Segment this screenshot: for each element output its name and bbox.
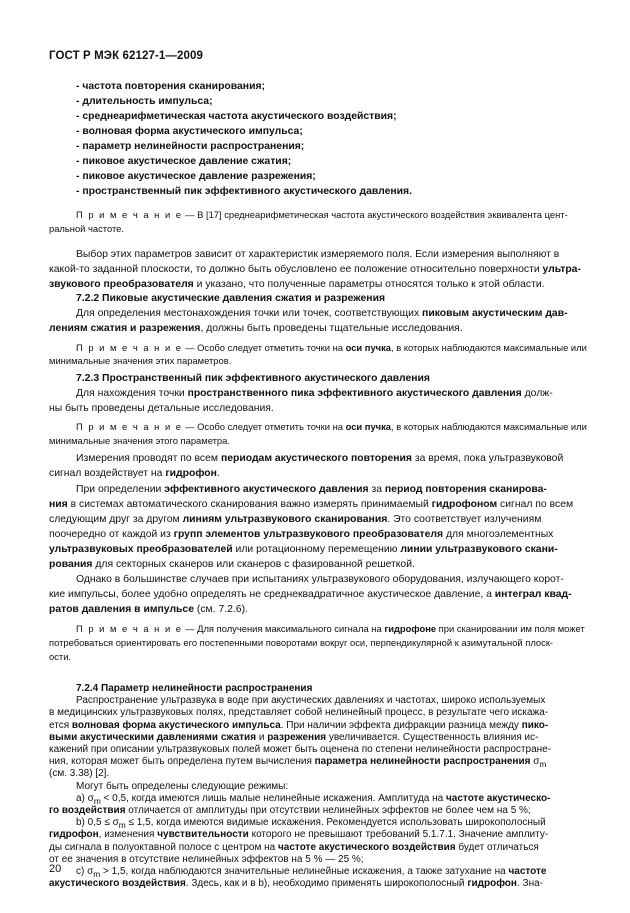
paragraph-text: за время, пока ультразвуковой <box>411 453 564 464</box>
term: частоте <box>508 866 547 877</box>
term: чувствительности <box>157 829 249 841</box>
term: период повторения сканирова- <box>384 484 547 495</box>
paragraph-text: следующим друг за другом <box>49 514 183 525</box>
paragraph-text: в системах автоматического сканирования важно измерять принимаемый <box>67 499 432 510</box>
term: ультра- <box>542 264 581 275</box>
paragraph-text: для секторных сканеров или сканеров с фазированной решеткой. <box>92 559 415 570</box>
list-item: - среднеарифметическая частота акустического воздействия; <box>76 111 397 122</box>
note-text: , в которых наблюдаются максимальные или <box>391 342 587 353</box>
note-text: минимальные значения этих параметров. <box>49 355 232 366</box>
term: го воздействия <box>49 805 126 816</box>
sigma-symbol: σ <box>530 756 540 768</box>
term: ультразвуковых преобразователей <box>49 544 233 555</box>
paragraph-line: в медицинских ультразвуковых полях, представляет собой нелинейный процесс, в результате чего искажа- <box>49 707 549 719</box>
term: пиковым акустическим дав- <box>422 308 568 319</box>
note-text: — Для получения максимального сигнала на <box>182 623 385 634</box>
paragraph-text: кие импульсы, более удобно определять не среднеквадратичное акустическое давление, а <box>49 589 495 600</box>
term: гидрофон <box>49 829 99 841</box>
paragraph-text: сигнал по всем <box>497 499 574 510</box>
mode-text: , изменения <box>98 829 158 841</box>
term: лениям сжатия и разрежения <box>49 323 201 334</box>
mode-text: < 0,5, когда имеются лишь малые нелинейные искажения. Амплитуда на <box>100 792 446 804</box>
paragraph-text: и <box>256 731 268 743</box>
paragraph-text: ния, которая может быть определена путем вычисления <box>49 756 315 768</box>
paragraph-text: Для нахождения точки <box>76 388 188 399</box>
term: гидрофон <box>467 878 517 890</box>
term: гидрофоном <box>431 499 498 510</box>
note-text: минимальные значения этого параметра. <box>49 435 230 446</box>
term: ния <box>49 499 68 510</box>
paragraph-text: сигнал воздействует на <box>49 468 166 479</box>
term: ратов давления в импульсе <box>49 604 194 615</box>
paragraph-line: ны быть проведены детальные исследования. <box>49 403 274 414</box>
mode-text: ды сигнала в полуоктавной полосе с центром на <box>49 841 278 853</box>
note-text: — Особо следует отметить точки на <box>182 342 346 353</box>
mode-text: > 1,5, когда наблюдаются значительные нелинейные искажения, а также затухание на <box>100 866 509 877</box>
note-text: , в которых наблюдаются максимальные или <box>391 421 587 432</box>
paragraph-text: , должны быть проведены тщательные исследования. <box>200 323 463 334</box>
paragraph-text: для многоэлементных <box>443 529 554 540</box>
page-number: 20 <box>49 863 62 875</box>
section-title: 7.2.2 Пиковые акустические давления сжатия и разрежения <box>76 293 386 304</box>
note-text: — Особо следует отметить точки на <box>182 421 346 432</box>
list-item: - пиковое акустическое давление сжатия; <box>76 156 292 167</box>
term: эффективного акустического давления <box>164 484 369 495</box>
paragraph-line: (см. 3.38) [2]. <box>49 768 110 780</box>
note-label: П р и м е ч а н и е <box>76 623 183 634</box>
list-item: - частота повторения сканирования; <box>76 81 265 92</box>
note-text: при сканировании им поля может <box>436 623 585 634</box>
paragraph-text: . <box>216 468 220 479</box>
paragraph-line: Распространение ультразвука в воде при акустических давлениях и частотах, широко используемых <box>76 695 546 707</box>
sigma-subscript: m <box>118 820 126 831</box>
term: рования <box>49 559 93 570</box>
term: линии ультразвукового скани- <box>400 544 558 555</box>
term: волновая форма акустического импульса <box>71 719 281 731</box>
list-item: - волновая форма акустического импульса; <box>76 126 303 137</box>
list-item: - параметр нелинейности распространения; <box>76 141 305 152</box>
term: акустического воздействия <box>49 878 186 890</box>
note-label: П р и м е ч а н и е <box>76 342 183 353</box>
term: параметра нелинейности распространения <box>314 756 531 768</box>
term: гидрофоне <box>384 623 437 634</box>
list-item: - пиковое акустическое давление разрежения; <box>76 171 316 182</box>
paragraph-text: и указано, что полученные параметры относятся только к этой области. <box>193 279 545 290</box>
term: звукового преобразователя <box>49 279 194 290</box>
paragraph-text: ется <box>49 719 72 731</box>
paragraph-text: При определении <box>76 484 165 495</box>
paragraph-line: какой-то заданной плоскости, то должно быть обусловлено ее положение относительно поверхности <box>49 264 540 275</box>
mode-text: отличается от амплитуды при отсутствии нелинейных эффектов не более чем на 5 %; <box>125 805 531 816</box>
mode-text: а) σ <box>76 792 94 804</box>
term: оси пучка <box>345 342 392 353</box>
term: пространственного пика эффективного акустического давления <box>187 388 522 399</box>
paragraph-text: увеличивается. Существенность влияния ис- <box>326 731 539 743</box>
mode-text: . Зна- <box>516 878 543 890</box>
mode-text: . Здесь, как и в b), необходимо применять широкополосный <box>185 878 468 890</box>
list-item: - длительность импульса; <box>76 96 213 107</box>
sigma-subscript: m <box>93 795 101 806</box>
mode-text: от ее значения в отсутствие нелинейных эффектов на 5 % — 25 %; <box>49 853 364 865</box>
mode-line <box>49 878 543 890</box>
note-text: ральной частоте. <box>49 223 125 234</box>
term: выми акустическими давлениями сжатия <box>49 731 257 743</box>
paragraph-line: кажений при описании ультразвуковых полей может быть оценена по степени нелинейности распростране- <box>49 744 552 755</box>
mode-text: будет отличаться <box>455 841 539 853</box>
term: разрежения <box>267 731 327 743</box>
paragraph-line: Выбор этих параметров зависит от характеристик измеряемого поля. Если измерения выполняют в <box>76 249 560 260</box>
paragraph-text: Измерения проводят по всем <box>76 453 221 464</box>
paragraph-line: Однако в большинстве случаев при испытаниях ультразвукового оборудования, излучающего корот- <box>76 574 564 585</box>
paragraph-text: поочередно от каждой из <box>49 529 174 540</box>
sigma-subscript: m <box>539 759 547 770</box>
mode-text: b) 0,5 ≤ σ <box>76 817 119 829</box>
paragraph-text: за <box>368 484 385 495</box>
term: гидрофон <box>165 468 217 479</box>
term: оси пучка <box>345 421 392 432</box>
term: пико- <box>521 719 549 731</box>
term: линиям ультразвукового сканирования <box>182 514 388 525</box>
paragraph-text: Для определения местонахождения точки или точек, соответствующих <box>76 308 423 319</box>
section-title: 7.2.4 Параметр нелинейности распространения <box>76 683 313 694</box>
paragraph-text: или ротационному перемещению <box>232 544 401 555</box>
sigma-subscript: m <box>93 869 101 879</box>
mode-line <box>49 842 539 854</box>
mode-text: с) σ <box>76 866 94 877</box>
note-label: П р и м е ч а н и е <box>76 209 183 220</box>
document-header: ГОСТ Р МЭК 62127-1—2009 <box>49 50 203 62</box>
mode-text: которого не превышают требований 5.1.7.1. Значение амплиту- <box>248 829 549 841</box>
term: интеграл квад- <box>494 589 572 600</box>
term: частоте акустическо- <box>446 792 551 804</box>
section-title: 7.2.3 Пространственный пик эффективного акустического давления <box>76 373 430 384</box>
term: частоте акустического воздействия <box>278 841 456 853</box>
note-text: ости. <box>49 651 72 662</box>
mode-line <box>49 854 364 866</box>
paragraph-text: . При наличии эффекта дифракции разница между <box>280 719 522 731</box>
paragraph-text: (см. 7.2.6). <box>194 604 248 615</box>
list-item: - пространственный пик эффективного акустического давления. <box>76 186 412 197</box>
note-label: П р и м е ч а н и е <box>76 421 183 432</box>
note-text: потребоваться ориентировать его постепенными поворотами вокруг оси, перпендикулярной к азимутальной плоск- <box>49 637 554 648</box>
paragraph-text: . Это соответствует излучениям <box>387 514 542 525</box>
note-text: — В [17] среднеарифметическая частота акустического воздействия эквивалента цент- <box>182 209 568 220</box>
term: периодам акустического повторения <box>220 453 412 464</box>
term: групп элементов ультразвукового преобразователя <box>173 529 444 540</box>
mode-text: ≤ 1,5, когда имеются видимые искажения. Рекомендуется использовать широкополосный <box>125 817 546 829</box>
paragraph-line: Могут быть определены следующие режимы: <box>76 780 289 792</box>
paragraph-text: долж- <box>521 388 553 399</box>
